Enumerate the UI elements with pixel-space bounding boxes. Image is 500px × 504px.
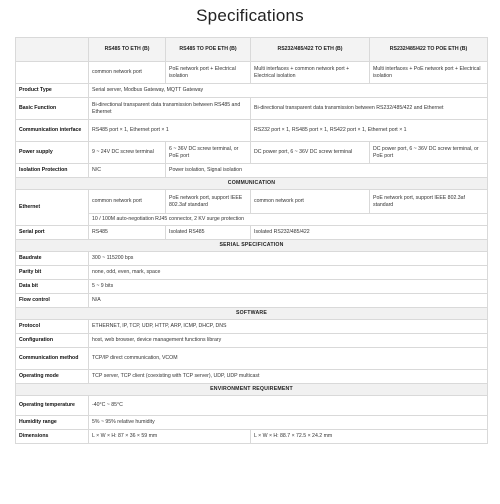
table-row	[16, 226, 488, 240]
table-row	[16, 252, 488, 266]
page-title: Specifications	[196, 6, 304, 25]
table-row	[16, 120, 488, 142]
cell: L × W × H: 87 × 36 × 59 mm	[89, 430, 251, 444]
cell: 6 ~ 36V DC screw terminal, or PoE port	[166, 142, 251, 164]
cell: Multi interfaces + PoE network port + Electrical isolation	[370, 62, 488, 84]
row-label: Parity bit	[16, 266, 89, 280]
table-row	[16, 396, 488, 416]
row-label: Power supply	[16, 142, 89, 164]
header-row	[16, 38, 488, 62]
row-label: Flow control	[16, 294, 89, 308]
table-row	[16, 62, 488, 84]
cell: 300 ~ 115200 bps	[89, 252, 488, 266]
section-heading: COMMUNICATION	[16, 178, 488, 190]
row-label: Protocol	[16, 320, 89, 334]
cell: Power isolation, Signal isolation	[166, 164, 488, 178]
cell: TCP server, TCP client (coexisting with TCP server), UDP, UDP multicast	[89, 370, 488, 384]
table-row	[16, 280, 488, 294]
section-row	[16, 308, 488, 320]
cell: RS485	[89, 226, 166, 240]
column-header: RS485 TO ETH (B)	[89, 38, 166, 62]
column-header: RS232/485/422 TO POE ETH (B)	[370, 38, 488, 62]
row-label: Ethernet	[16, 190, 89, 226]
table-row	[16, 416, 488, 430]
table-row	[16, 98, 488, 120]
cell: DC power port, 6 ~ 36V DC screw terminal	[251, 142, 370, 164]
row-label: Baudrate	[16, 252, 89, 266]
table-row	[16, 266, 488, 280]
cell: L × W × H: 88.7 × 72.5 × 24.2 mm	[251, 430, 488, 444]
cell: Isolated RS232/485/422	[251, 226, 488, 240]
cell: 9 ~ 24V DC screw terminal	[89, 142, 166, 164]
cell: PoE network port + Electrical isolation	[166, 62, 251, 84]
column-header: RS485 TO POE ETH (B)	[166, 38, 251, 62]
section-heading: SERIAL SPECIFICATION	[16, 240, 488, 252]
row-label: Communication interface	[16, 120, 89, 142]
spec-page	[0, 4, 500, 504]
table-row	[16, 190, 488, 214]
cell: PoE network port, support IEEE 802.3af standard	[166, 190, 251, 214]
row-label: Communication method	[16, 348, 89, 370]
section-row	[16, 240, 488, 252]
row-label: Product Type	[16, 84, 89, 98]
table-row	[16, 370, 488, 384]
cell: N/A	[89, 294, 488, 308]
row-label: Configuration	[16, 334, 89, 348]
section-row	[16, 384, 488, 396]
section-row	[16, 178, 488, 190]
row-label: Dimensions	[16, 430, 89, 444]
row-label: Data bit	[16, 280, 89, 294]
specifications-table	[15, 37, 488, 444]
row-label: Serial port	[16, 226, 89, 240]
table-row	[16, 294, 488, 308]
table-row	[16, 430, 488, 444]
cell: common network port	[89, 190, 166, 214]
section-heading: ENVIRONMENT REQUIREMENT	[16, 384, 488, 396]
table-row	[16, 348, 488, 370]
row-label: Isolation Protection	[16, 164, 89, 178]
cell: Bi-directional transparent data transmission between RS232/485/422 and Ethernet	[251, 98, 488, 120]
cell: Bi-directional transparent data transmission between RS485 and Ethernet	[89, 98, 251, 120]
header-corner	[16, 38, 89, 62]
table-row	[16, 334, 488, 348]
table-row	[16, 320, 488, 334]
cell: Serial server, Modbus Gateway, MQTT Gateway	[89, 84, 488, 98]
cell: none, odd, even, mark, space	[89, 266, 488, 280]
cell: Multi interfaces + common network port + Electrical isolation	[251, 62, 370, 84]
table-row	[16, 142, 488, 164]
table-row	[16, 164, 488, 178]
row-label: Basic Function	[16, 98, 89, 120]
cell: Isolated RS485	[166, 226, 251, 240]
row-label: Humidity range	[16, 416, 89, 430]
cell: -40°C ~ 85°C	[89, 396, 488, 416]
cell: 5 ~ 9 bits	[89, 280, 488, 294]
cell: common network port	[89, 62, 166, 84]
cell: 5% ~ 95% relative humidity	[89, 416, 488, 430]
row-label: Operating temperature	[16, 396, 89, 416]
cell: ETHERNET, IP, TCP, UDP, HTTP, ARP, ICMP, DHCP, DNS	[89, 320, 488, 334]
cell: 10 / 100M auto-negotiation RJ45 connector, 2 KV surge protection	[89, 214, 488, 226]
cell: DC power port, 6 ~ 36V DC screw terminal, or PoE port	[370, 142, 488, 164]
row-label: Operating mode	[16, 370, 89, 384]
cell: RS485 port × 1, Ethernet port × 1	[89, 120, 251, 142]
cell: RS232 port × 1, RS485 port × 1, RS422 port × 1, Ethernet port × 1	[251, 120, 488, 142]
row-label	[16, 62, 89, 84]
section-heading: SOFTWARE	[16, 308, 488, 320]
cell: PoE network port, support IEEE 802.3af standard	[370, 190, 488, 214]
cell: N/C	[89, 164, 166, 178]
column-header: RS232/485/422 TO ETH (B)	[251, 38, 370, 62]
cell: host, web browser, device management functions library	[89, 334, 488, 348]
cell: TCP/IP direct communication, VCOM	[89, 348, 488, 370]
table-row	[16, 84, 488, 98]
cell: common network port	[251, 190, 370, 214]
